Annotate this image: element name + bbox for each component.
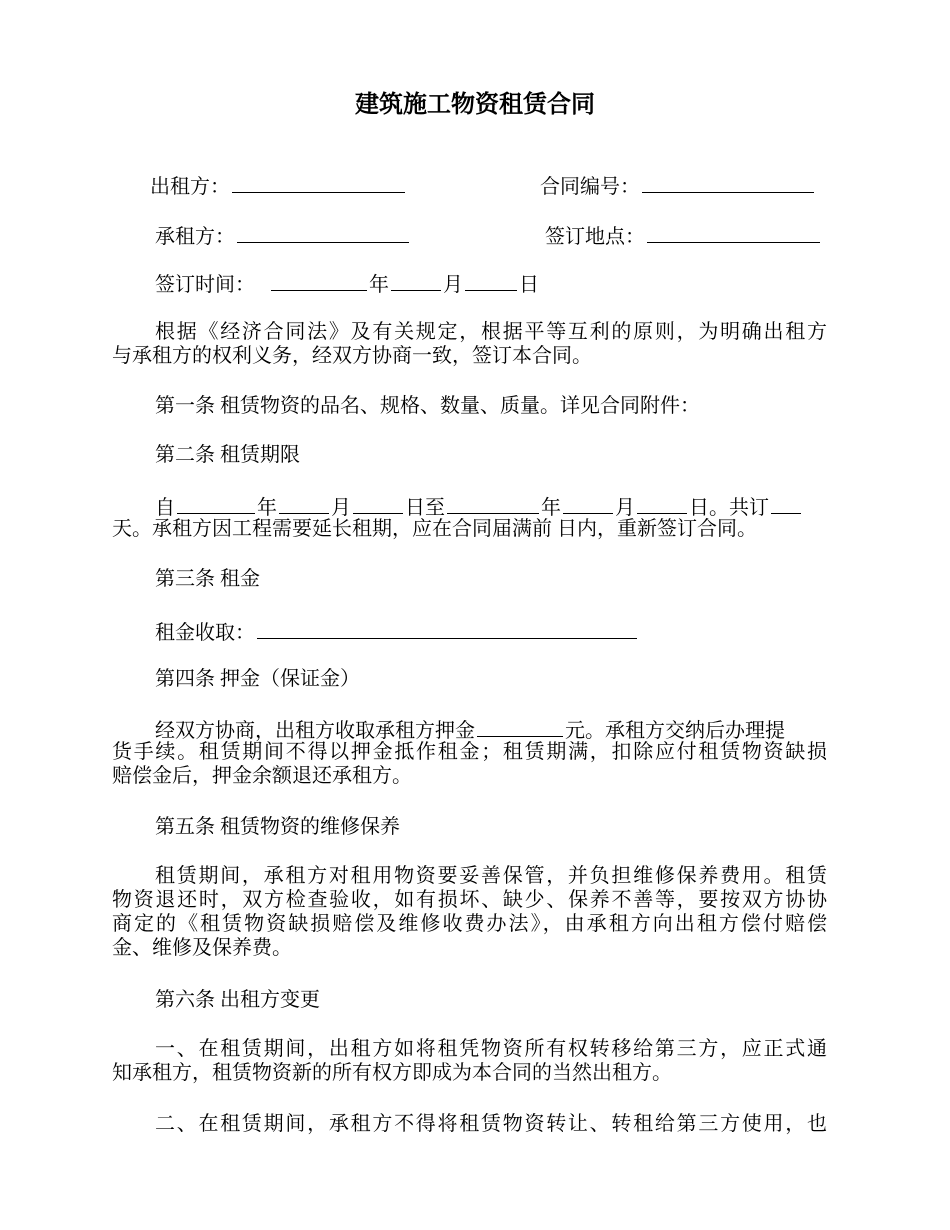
sign-place-blank: [647, 222, 820, 243]
maintenance-line: 租赁期间，承租方对租用物资要妥善保管，并负担维修保养费用。租赁: [155, 865, 827, 887]
month-blank: [391, 270, 441, 291]
start-year-blank: [177, 493, 255, 514]
article-6-heading: 第六条 出租方变更: [155, 989, 320, 1011]
day-blank: [465, 270, 517, 291]
deposit-amount-blank: [477, 716, 563, 737]
term-text: 日。共订: [689, 497, 769, 519]
end-year-blank: [447, 493, 539, 514]
day-label: 日: [519, 274, 539, 296]
lessor-field: [150, 172, 407, 196]
rent-field: [155, 618, 639, 642]
clause-1-line: 知承租方，租赁物资新的所有权方即成为本合同的当然出租方。: [112, 1062, 672, 1084]
contract-number-label: 合同编号：: [540, 176, 640, 198]
term-text: 自: [155, 497, 175, 519]
sign-time-field: [155, 270, 539, 294]
article-2-heading: 第二条 租赁期限: [155, 444, 300, 466]
end-month-blank: [563, 493, 613, 514]
article-4-heading: 第四条 押金（保证金）: [155, 668, 360, 690]
sign-place-field: [545, 222, 822, 246]
sign-time-label: 签订时间：: [155, 274, 255, 296]
article-1-heading: 第一条 租赁物资的品名、规格、数量、质量。详见合同附件：: [155, 395, 700, 417]
lessee-blank: [237, 222, 409, 243]
deposit-text: 经双方协商，出租方收取承租方押金: [155, 720, 475, 742]
maintenance-line: 商定的《租赁物资缺损赔偿及维修收费办法》，由承租方向出租方偿付赔偿: [112, 913, 827, 935]
term-text: 年: [541, 497, 561, 519]
start-month-blank: [279, 493, 329, 514]
term-line-2: 天。承租方因工程需要延长租期，应在合同届满前 日内，重新签订合同。: [112, 518, 757, 540]
rent-blank: [257, 618, 637, 639]
term-line: [155, 493, 803, 517]
year-blank: [271, 270, 367, 291]
lessee-field: [155, 222, 411, 246]
clause-2-line: 二、在租赁期间，承租方不得将租赁物资转让、转租给第三方使用，也: [155, 1113, 827, 1135]
total-days-blank: [771, 493, 801, 514]
contract-number-field: [540, 172, 816, 196]
deposit-line: [155, 716, 785, 740]
maintenance-line: 金、维修及保养费。: [112, 937, 292, 959]
lessee-label: 承租方：: [155, 226, 235, 248]
maintenance-line: 物资退还时，双方检查验收，如有损坏、缺少、保养不善等，要按双方协协: [112, 889, 827, 911]
term-text: 日至: [405, 497, 445, 519]
month-label: 月: [443, 274, 463, 296]
lessor-label: 出租方：: [150, 176, 230, 198]
term-text: 月: [331, 497, 351, 519]
rent-label: 租金收取：: [155, 622, 255, 644]
deposit-line: 货手续。租赁期间不得以押金抵作租金；租赁期满，扣除应付租赁物资缺损: [112, 741, 827, 763]
term-text: 年: [257, 497, 277, 519]
start-day-blank: [353, 493, 403, 514]
intro-line: 与承租方的权利义务，经双方协商一致，签订本合同。: [112, 345, 592, 367]
year-label: 年: [369, 274, 389, 296]
term-text: 月: [615, 497, 635, 519]
clause-1-line: 一、在租赁期间，出租方如将租凭物资所有权转移给第三方，应正式通: [155, 1038, 827, 1060]
lessor-blank: [232, 172, 405, 193]
document-title: 建筑施工物资租赁合同: [355, 92, 595, 118]
contract-number-blank: [642, 172, 814, 193]
end-day-blank: [637, 493, 687, 514]
sign-place-label: 签订地点：: [545, 226, 645, 248]
intro-line: 根据《经济合同法》及有关规定，根据平等互利的原则，为明确出租方: [155, 321, 827, 343]
deposit-line: 赔偿金后，押金余额退还承租方。: [112, 765, 412, 787]
article-3-heading: 第三条 租金: [155, 568, 260, 590]
deposit-text: 元。承租方交纳后办理提: [565, 720, 785, 742]
article-5-heading: 第五条 租赁物资的维修保养: [155, 816, 400, 838]
